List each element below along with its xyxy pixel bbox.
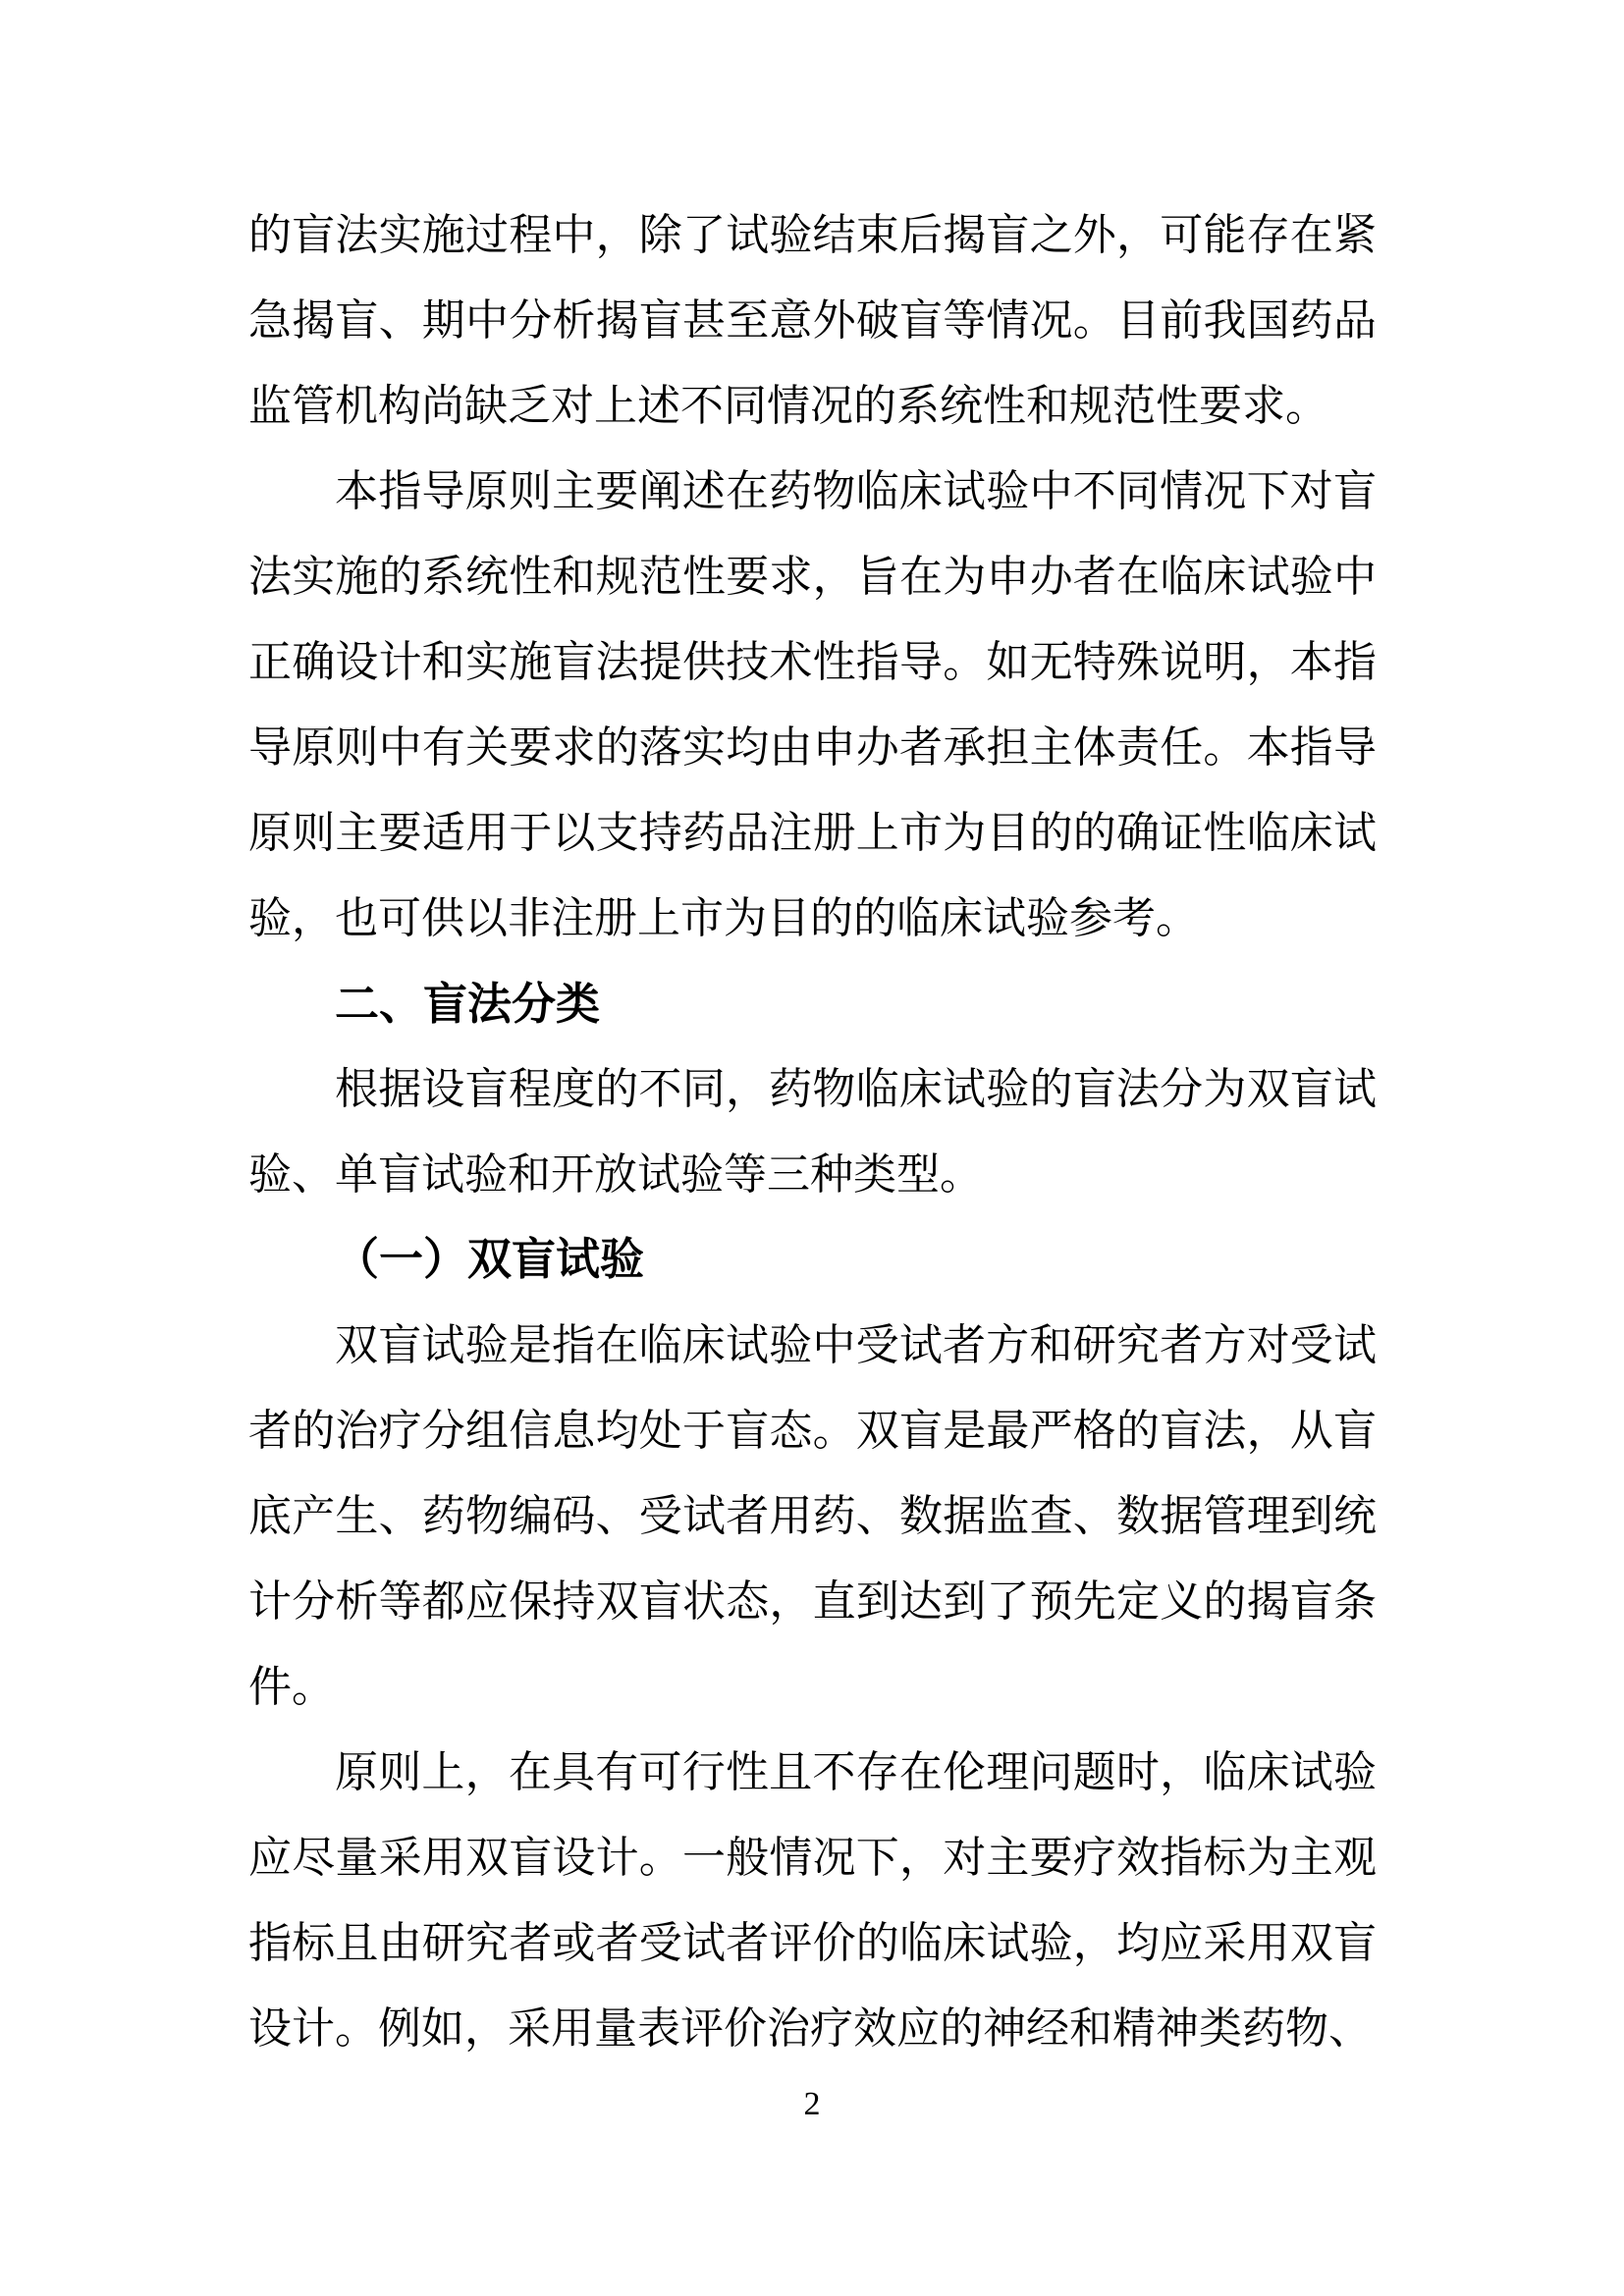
paragraph-double-blind-definition: 双盲试验是指在临床试验中受试者方和研究者方对受试者的治疗分组信息均处于盲态。双盲是最严格的盲法，从盲底产生、药物编码、受试者用药、数据监查、数据管理到统计分析等都应保持双盲状态，直到达到了预先定义的揭盲条件。 xyxy=(248,1321,1377,1711)
paragraph-scope: 本指导原则主要阐述在药物临床试验中不同情况下对盲法实施的系统性和规范性要求，旨在为申办者在临床试验中正确设计和实施盲法提供技术性指导。如无特殊说明，本指导原则中有关要求的落实均由申办者承担主体责任。本指导原则主要适用于以支持药品注册上市为目的的确证性临床试验，也可供以非注册上市为目的的临床试验参考。 xyxy=(248,467,1377,942)
document-body xyxy=(248,192,1377,2071)
paragraph-blinding-types: 根据设盲程度的不同，药物临床试验的盲法分为双盲试验、单盲试验和开放试验等三种类型。 xyxy=(248,1065,1377,1199)
page-number: 2 xyxy=(803,2086,821,2122)
section-heading-blinding-classification: 二、盲法分类 xyxy=(335,979,601,1029)
subsection-heading-double-blind: （一）双盲试验 xyxy=(335,1235,645,1284)
paragraph-continuation: 的盲法实施过程中，除了试验结束后揭盲之外，可能存在紧急揭盲、期中分析揭盲甚至意外破盲等情况。目前我国药品监管机构尚缺乏对上述不同情况的系统性和规范性要求。 xyxy=(248,211,1377,430)
paragraph-double-blind-principle: 原则上，在具有可行性且不存在伦理问题时，临床试验应尽量采用双盲设计。一般情况下，对主要疗效指标为主观指标且由研究者或者受试者评价的临床试验，均应采用双盲设计。例如，采用量表评价治疗效应的神经和精神类药物、 xyxy=(248,1748,1377,2053)
